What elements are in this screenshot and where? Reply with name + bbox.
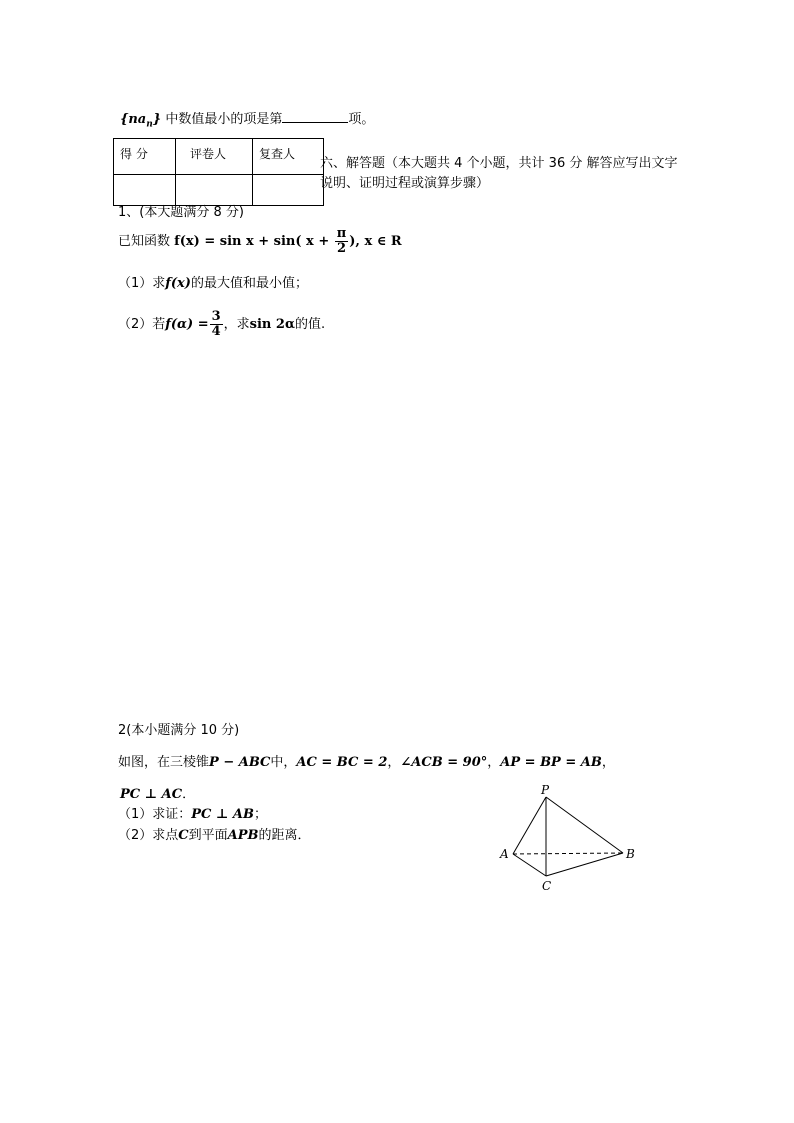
grader-cell[interactable] bbox=[176, 175, 253, 206]
q1-three-quarters: $\frac{3}{4}$ bbox=[211, 309, 221, 339]
q2-part2-mid: 到平面 bbox=[188, 828, 228, 843]
q1-part1-math: f(x) bbox=[165, 276, 191, 291]
label-c: C bbox=[542, 879, 552, 893]
q2-t4: ， bbox=[601, 755, 615, 770]
section-six-title: 六、解答题（本大题共 4 个小题，共计 36 分 解答应写出文字说明、证明过程或演算步骤） bbox=[320, 156, 678, 191]
score-table bbox=[113, 138, 324, 206]
q2-t3: ， bbox=[487, 755, 501, 770]
q1-part2 bbox=[118, 308, 325, 342]
q2-t5: ． bbox=[182, 787, 196, 802]
label-a: A bbox=[500, 847, 509, 861]
q2-t2: ， bbox=[387, 755, 401, 770]
fill-question-after: 项。 bbox=[348, 112, 375, 127]
pyramid-figure bbox=[495, 783, 645, 898]
q1-heading: 1、(本大题满分 8 分) bbox=[118, 205, 244, 220]
edge-ab-hidden bbox=[513, 853, 623, 854]
q1-part2-math: f(α) = bbox=[165, 317, 209, 332]
q1-intro: 已知函数 bbox=[118, 234, 171, 249]
reviewer-header: 复查人 bbox=[253, 139, 324, 175]
q2-math-ap-bp: AP = BP = AB bbox=[500, 755, 602, 770]
fill-question bbox=[120, 108, 374, 134]
answer-blank[interactable] bbox=[282, 108, 348, 123]
edge-pa bbox=[513, 797, 546, 854]
label-p: P bbox=[541, 783, 550, 797]
score-header: 得 分 bbox=[114, 139, 176, 175]
reviewer-cell[interactable] bbox=[253, 175, 324, 206]
q2-part1 bbox=[118, 806, 267, 824]
q1-part2-prefix: （2）若 bbox=[118, 317, 166, 332]
q1-formula-right: ), x ∈ R bbox=[349, 234, 402, 249]
edge-pb bbox=[546, 797, 623, 853]
q2-part1-math: PC ⊥ AB bbox=[191, 807, 255, 822]
q1-part1-prefix: （1）求 bbox=[118, 276, 166, 291]
q2-intro bbox=[118, 754, 615, 772]
edge-cb bbox=[546, 853, 623, 876]
q2-part2 bbox=[118, 827, 311, 845]
q2-math-angle: ∠ACB = 90° bbox=[400, 755, 488, 770]
q2-part2-math2: APB bbox=[227, 828, 259, 843]
q2-part2-math: C bbox=[178, 828, 189, 843]
grader-header: 评卷人 bbox=[176, 139, 253, 175]
q1-function bbox=[118, 226, 402, 258]
label-b: B bbox=[626, 847, 635, 861]
q2-part1-prefix: （1）求证： bbox=[118, 807, 192, 822]
q1-formula-left: f(x) = sin x + sin( x + bbox=[174, 234, 334, 249]
q2-part2-prefix: （2）求点 bbox=[118, 828, 179, 843]
q1-part2-math2: sin 2α bbox=[249, 317, 295, 332]
sequence-notation: $\{na_n\}$ bbox=[120, 112, 162, 130]
q2-math-pyramid: P − ABC bbox=[209, 755, 271, 770]
q2-t1: 中， bbox=[270, 755, 297, 770]
q1-part1 bbox=[118, 275, 308, 293]
q2-part1-suffix: ； bbox=[254, 807, 268, 822]
edge-ac bbox=[513, 854, 546, 876]
q2-intro-text: 如图，在三棱锥 bbox=[118, 755, 210, 770]
q1-pi-over-2: $\frac{\pi}{2}$ bbox=[336, 226, 347, 256]
q2-condition bbox=[120, 786, 195, 804]
q1-part1-suffix: 的最大值和最小值； bbox=[190, 276, 308, 291]
q2-math-pc-ac: PC ⊥ AC bbox=[120, 787, 183, 802]
q2-part2-suffix: 的距离． bbox=[258, 828, 311, 843]
q2-math-ac-bc: AC = BC = 2 bbox=[296, 755, 388, 770]
q1-part2-suffix: 的值. bbox=[294, 317, 326, 332]
q1-part2-mid: ，求 bbox=[223, 317, 250, 332]
score-cell[interactable] bbox=[114, 175, 176, 206]
q2-heading: 2(本小题满分 10 分) bbox=[118, 723, 240, 738]
fill-question-text: 中数值最小的项是第 bbox=[165, 112, 283, 127]
